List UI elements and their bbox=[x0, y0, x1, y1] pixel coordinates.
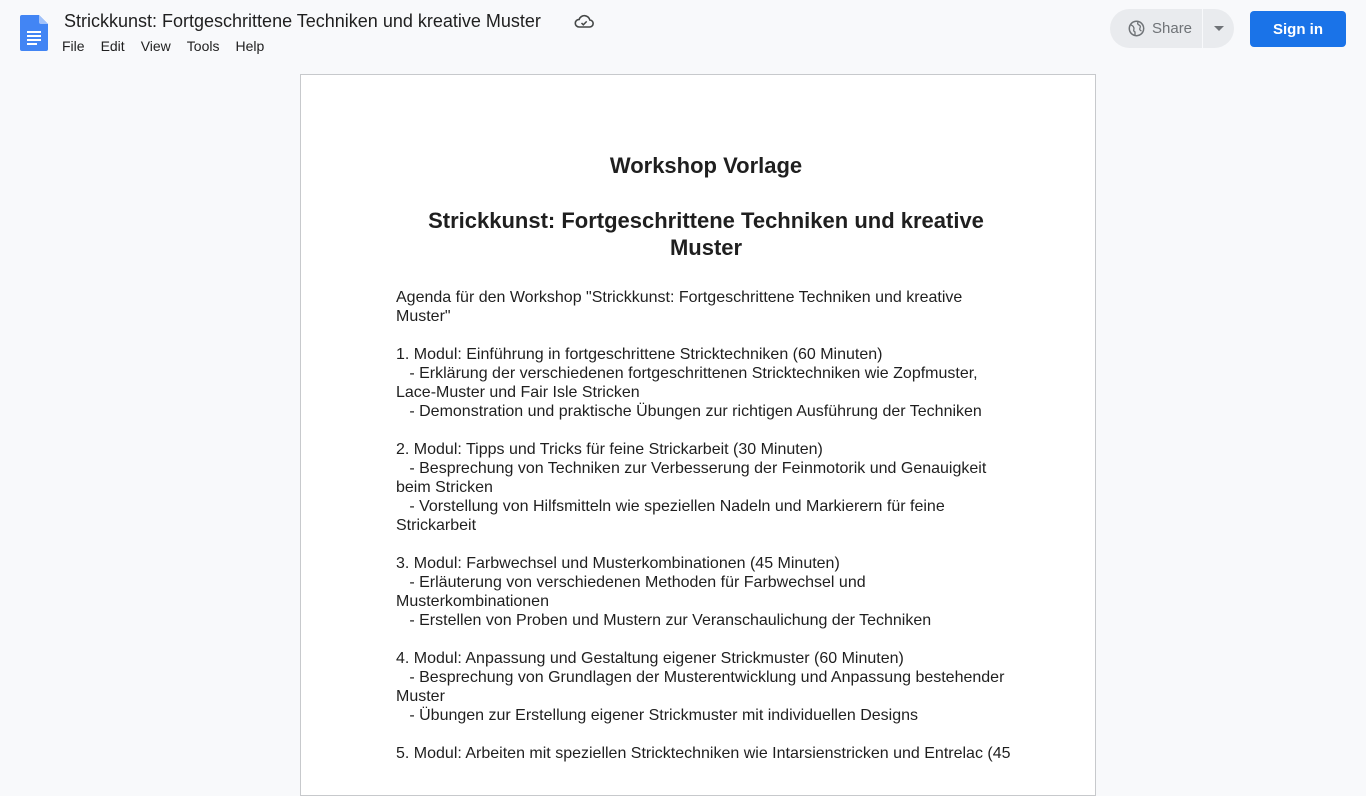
agenda-intro: Agenda für den Workshop "Strickkunst: Fortgeschrittene Techniken und kreative Muster" bbox=[396, 289, 963, 325]
module-point: - Erläuterung von verschiedenen Methoden für Farbwechsel und Musterkombinationen bbox=[396, 574, 871, 610]
cloud-saved-icon[interactable] bbox=[573, 12, 595, 32]
module-title: 1. Modul: Einführung in fortgeschrittene Stricktechniken (60 Minuten) bbox=[396, 346, 883, 363]
module-point: - Erklärung der verschiedenen fortgeschrittenen Stricktechniken wie Zopfmuster, Lace-Muster und Fair Isle Stricken bbox=[396, 365, 983, 401]
share-options-button[interactable] bbox=[1203, 9, 1234, 48]
module-title: 3. Modul: Farbwechsel und Musterkombinationen (45 Minuten) bbox=[396, 555, 840, 572]
module-point: - Übungen zur Erstellung eigener Strickmuster mit individuellen Designs bbox=[396, 707, 919, 724]
share-button-group bbox=[1110, 9, 1234, 48]
document-body bbox=[396, 288, 1016, 763]
menu-bar bbox=[54, 36, 272, 56]
module-1 bbox=[396, 345, 1016, 421]
module-2 bbox=[396, 440, 1016, 535]
document-title[interactable]: Strickkunst: Fortgeschrittene Techniken und kreative Muster bbox=[64, 11, 541, 31]
menu-help[interactable]: Help bbox=[235, 38, 265, 54]
menu-view[interactable]: View bbox=[140, 38, 171, 54]
menu-edit[interactable]: Edit bbox=[100, 38, 125, 54]
module-point: - Besprechung von Grundlagen der Musterentwicklung und Anpassung bestehender Muster bbox=[396, 669, 1009, 705]
module-point: - Demonstration und praktische Übungen zur richtigen Ausführung der Techniken bbox=[396, 403, 982, 420]
module-title: 4. Modul: Anpassung und Gestaltung eigener Strickmuster (60 Minuten) bbox=[396, 650, 904, 667]
top-bar bbox=[0, 0, 1366, 66]
module-title: 5. Modul: Arbeiten mit speziellen Stricktechniken wie Intarsienstricken und Entrelac (45 bbox=[396, 745, 1011, 762]
document-page[interactable] bbox=[300, 74, 1096, 796]
module-4 bbox=[396, 649, 1016, 725]
module-title: 2. Modul: Tipps und Tricks für feine Strickarbeit (30 Minuten) bbox=[396, 441, 823, 458]
caret-down-icon bbox=[1214, 26, 1224, 32]
module-point: - Besprechung von Techniken zur Verbesserung der Feinmotorik und Genauigkeit beim Stricken bbox=[396, 460, 991, 496]
docs-logo-icon[interactable] bbox=[20, 15, 48, 51]
module-5 bbox=[396, 744, 1016, 763]
module-point: - Erstellen von Proben und Mustern zur Veranschaulichung der Techniken bbox=[396, 612, 932, 629]
menu-tools[interactable]: Tools bbox=[186, 38, 220, 54]
globe-icon bbox=[1128, 20, 1145, 37]
document-subheading: Strickkunst: Fortgeschrittene Techniken und kreative Muster bbox=[428, 208, 984, 260]
share-button[interactable] bbox=[1110, 9, 1202, 48]
menu-file[interactable]: File bbox=[62, 38, 85, 54]
document-heading: Workshop Vorlage bbox=[609, 153, 803, 178]
module-3 bbox=[396, 554, 1016, 630]
share-label: Share bbox=[1152, 20, 1193, 37]
sign-in-button[interactable]: Sign in bbox=[1250, 11, 1346, 47]
module-point: - Vorstellung von Hilfsmitteln wie speziellen Nadeln und Markierern für feine Strickarbeit bbox=[396, 498, 950, 534]
